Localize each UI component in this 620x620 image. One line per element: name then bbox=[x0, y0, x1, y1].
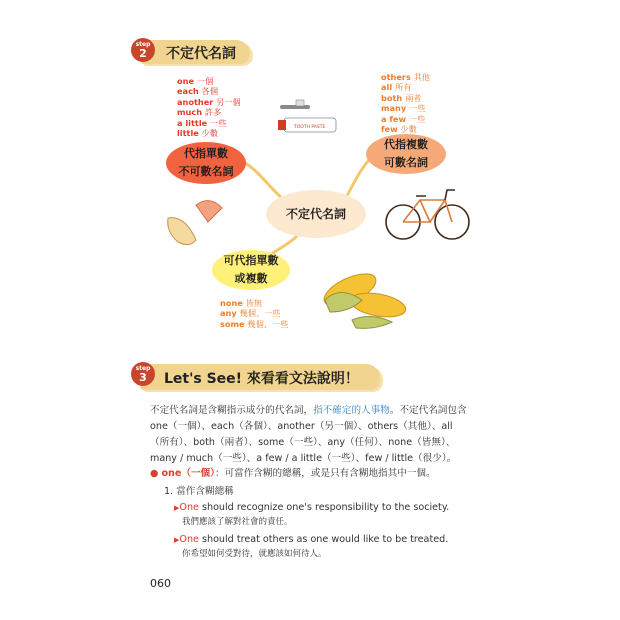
explanation-paragraph: 不定代名詞是含糊指示成分的代名詞，指不確定的人事物。不定代名詞包含 one（一個）、each（各個）、another（另一個）、others（其他）、all （所有）、both（兩者）、some（一些）、any（任何）、none（皆無）、 many / much（一些）、a few / a little（一些）、few / little（很少）。 bbox=[150, 405, 467, 464]
list-item: another 另一個 bbox=[177, 96, 241, 107]
mindmap-bubble-single: 代指單數 不可數名詞 bbox=[166, 142, 246, 184]
list-item: all 所有 bbox=[381, 82, 412, 93]
list-item: many 一些 bbox=[381, 103, 426, 114]
list-item: a few 一些 bbox=[381, 113, 426, 124]
list-item: any 幾個、一些 bbox=[220, 308, 281, 319]
mindmap-bubble-plural: 代指複數 可數名詞 bbox=[366, 134, 446, 174]
subheading-1: 1. 當作含糊總稱 bbox=[164, 486, 234, 497]
list-item: some 幾個、一些 bbox=[220, 318, 289, 329]
plural-pronoun-list bbox=[381, 72, 430, 134]
list-item: each 各個 bbox=[177, 86, 219, 97]
list-item: few 少數 bbox=[381, 124, 417, 135]
single-pronoun-list bbox=[177, 76, 241, 138]
shell-icon bbox=[168, 201, 222, 245]
toothpaste-label: TOOTH PASTE bbox=[294, 125, 326, 130]
step2-title: 不定代名詞 bbox=[166, 46, 236, 62]
section-one-heading: ● one（一個）：可當作含糊的總稱，或是只有含糊地指其中一個。 bbox=[150, 468, 436, 479]
step2-badge: step 2 bbox=[131, 38, 155, 62]
step3-title: Let's See! 來看看文法說明！ bbox=[164, 371, 359, 387]
page-number: 060 bbox=[150, 577, 171, 590]
mindmap-center-bubble: 不定代名詞 bbox=[266, 190, 366, 238]
list-item: both 兩者 bbox=[381, 92, 422, 103]
triangle-bullet-icon: ▶ bbox=[174, 504, 180, 512]
example-2: ▶One should treat others as one would like to be treated. 你希望如何受對待，就應該如何待人。 bbox=[174, 534, 449, 559]
bullet-icon: ● bbox=[150, 468, 159, 479]
example-1: ▶One should recognize one's responsibility to the society. 我們應該了解對社會的責任。 bbox=[174, 502, 450, 527]
toothpaste-icon bbox=[278, 100, 336, 132]
triangle-bullet-icon: ▶ bbox=[174, 536, 180, 544]
both-pronoun-list bbox=[220, 298, 288, 329]
mindmap-bubble-both: 可代指單數 或複數 bbox=[212, 250, 290, 290]
list-item: one 一個 bbox=[177, 76, 214, 86]
list-item: much 許多 bbox=[177, 107, 222, 118]
list-item: little 少數 bbox=[177, 128, 219, 139]
list-item: others 其他 bbox=[381, 72, 431, 82]
bicycle-icon bbox=[386, 190, 469, 239]
step3-badge: step 3 bbox=[131, 362, 155, 386]
corn-icon bbox=[320, 267, 408, 328]
list-item: a little 一些 bbox=[177, 117, 227, 128]
list-item: none 皆無 bbox=[220, 298, 263, 308]
